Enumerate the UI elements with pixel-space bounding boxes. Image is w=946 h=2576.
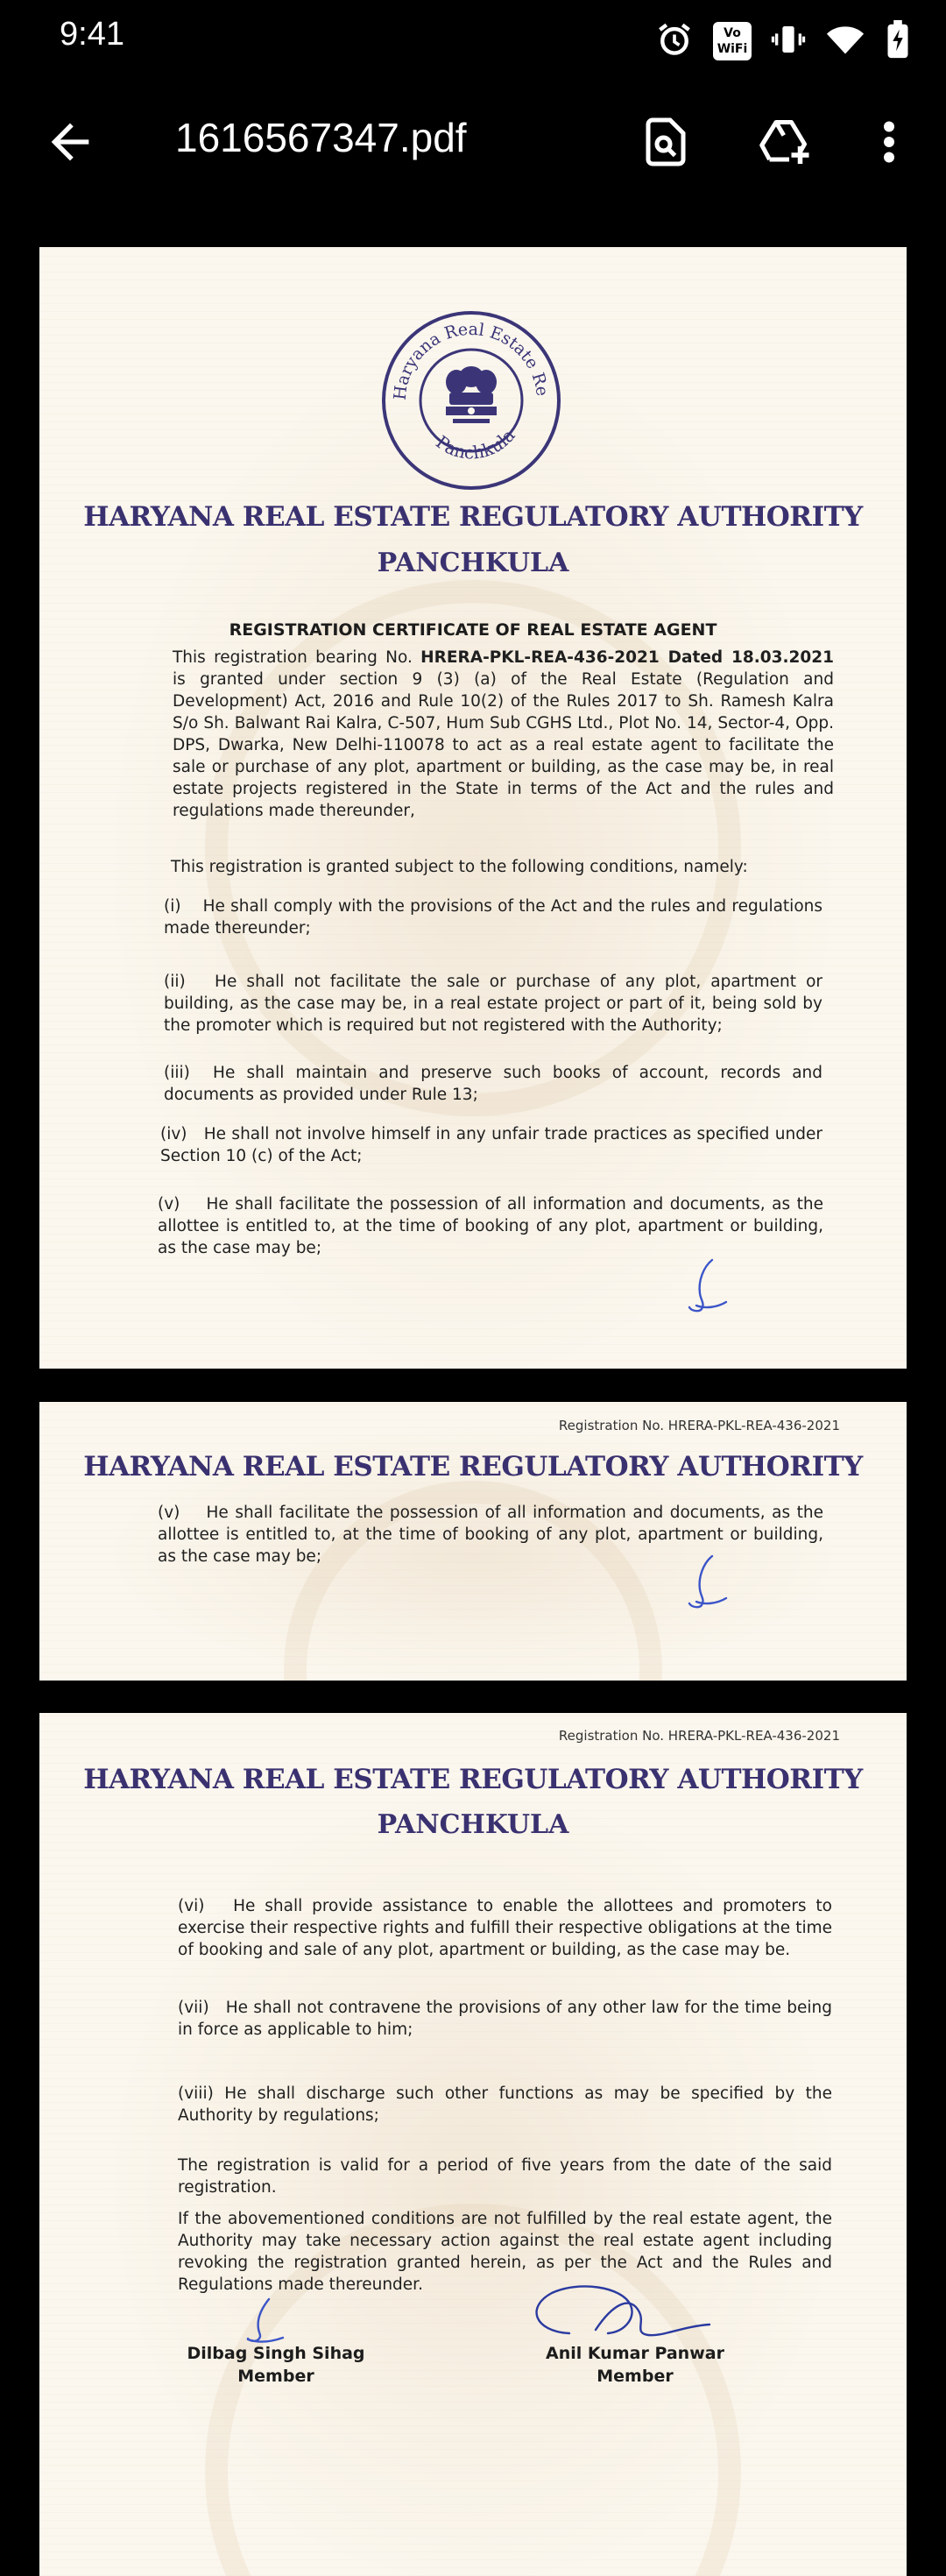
authority-title: HARYANA REAL ESTATE REGULATORY AUTHORITY bbox=[83, 501, 863, 533]
signatory-2-name: Anil Kumar Panwar bbox=[546, 2344, 724, 2363]
registration-number-header: Registration No. HRERA-PKL-REA-436-2021 bbox=[558, 1418, 840, 1433]
file-title: 1616567347.pdf bbox=[175, 115, 467, 160]
condition-v: (v) He shall facilitate the possession of all information and documents, as the allottee is entitled to, at the time of booking of any plot, apartment or building, as the case may be; bbox=[158, 1195, 823, 1257]
intro-text-rest: is granted under section 9 (3) (a) of the Real Estate (Regulation and Development) Act, 2016 and Rule 10(2) of the Rules 2017 to Sh. Ramesh Kalra S/o Sh. Balwant Rai Kalra, C-507, Hum Sub CGHS Ltd., Plot No. 14, Sector-4, Opp. DPS, Dwarka, New Delhi-110078 to act as a real estate agent to facilitate the sale or purchase of any plot, apartment or building, as the case may be, in real estate projects registered in the State in terms of the Act and the rules and regulations made thereunder, bbox=[173, 670, 834, 820]
conditions-intro: This registration is granted subject to the following conditions, namely: bbox=[171, 858, 748, 876]
battery-charging-icon bbox=[885, 19, 911, 63]
signatory-2 bbox=[530, 2342, 740, 2388]
status-icons bbox=[655, 19, 911, 63]
seal-bottom-text: Panchkula bbox=[432, 424, 519, 464]
app-bar bbox=[0, 96, 946, 184]
registration-number-header: Registration No. HRERA-PKL-REA-436-2021 bbox=[558, 1728, 840, 1744]
vowifi-label: Vo WiFi bbox=[717, 26, 748, 56]
status-time: 9:41 bbox=[60, 16, 124, 53]
authority-location: PANCHKULA bbox=[377, 548, 569, 578]
vibrate-icon bbox=[771, 20, 806, 62]
signatory-1-name: Dilbag Singh Sihag bbox=[187, 2344, 365, 2363]
more-vert-icon bbox=[867, 116, 911, 168]
signatory-1-role: Member bbox=[237, 2367, 314, 2386]
condition-vi: (vi) He shall provide assistance to enable the allottees and promoters to exercise their respective rights and fulfill their respective obligations at the time of booking and sale of any plot, apartment or building, as the case may be. bbox=[178, 1897, 832, 1959]
condition-i: (i) He shall comply with the provisions of the Act and the rules and regulations made thereunder; bbox=[164, 897, 822, 938]
hrera-emblem-seal bbox=[379, 308, 563, 492]
condition-ii: (ii) He shall not facilitate the sale or purchase of any plot, apartment or building, as the case may be, in a real estate project or part of it, being sold by the promoter which is required but not registered with the Authority; bbox=[164, 973, 822, 1035]
registration-number-date: HRERA-PKL-REA-436-2021 Dated 18.03.2021 bbox=[420, 648, 834, 667]
validity-statement: The registration is valid for a period of five years from the date of the said registration. bbox=[178, 2156, 832, 2197]
intro-text-start: This registration bearing No. bbox=[173, 648, 421, 667]
condition-vii: (vii) He shall not contravene the provisions of any other law for the time being in force as applicable to him; bbox=[178, 1999, 832, 2039]
wifi-icon bbox=[825, 20, 865, 62]
find-in-file-button[interactable] bbox=[639, 116, 692, 168]
back-button[interactable] bbox=[42, 114, 98, 170]
initial-signature bbox=[679, 1255, 731, 1320]
vowifi-icon bbox=[713, 22, 752, 60]
add-to-drive-button[interactable] bbox=[759, 116, 811, 168]
signatory-1 bbox=[171, 2342, 381, 2388]
condition-iii: (iii) He shall maintain and preserve such books of account, records and documents as provided under Rule 13; bbox=[164, 1064, 822, 1104]
add-to-drive-icon bbox=[759, 116, 811, 168]
initial-signature bbox=[679, 1551, 731, 1616]
authority-location: PANCHKULA bbox=[377, 1809, 569, 1840]
consequence-statement: If the abovementioned conditions are not fulfilled by the real estate agent, the Authority may take necessary action against the real estate agent including revoking the registration granted herein, as per the Act and the Rules and Regulations made thereunder. bbox=[178, 2210, 832, 2294]
authority-title: HARYANA REAL ESTATE REGULATORY AUTHORITY bbox=[83, 1451, 863, 1483]
svg-text:Panchkula bbox=[432, 425, 519, 464]
pdf-page-1 bbox=[39, 247, 907, 1369]
pdf-page-2 bbox=[39, 1402, 907, 1681]
signatory-2-role: Member bbox=[597, 2367, 674, 2386]
pdf-page-3 bbox=[39, 1713, 907, 2576]
certificate-heading: REGISTRATION CERTIFICATE OF REAL ESTATE AGENT bbox=[229, 620, 717, 640]
seal-arc-text: Haryana Real Estate Re bbox=[390, 319, 552, 401]
condition-iv: (iv) He shall not involve himself in any unfair trade practices as specified under Section 10 (c) of the Act; bbox=[160, 1125, 822, 1165]
back-arrow-icon bbox=[42, 114, 98, 170]
registration-intro-paragraph bbox=[173, 647, 834, 822]
condition-viii: (viii) He shall discharge such other functions as may be specified by the Authority by regulations; bbox=[178, 2084, 832, 2125]
find-in-file-icon bbox=[639, 116, 692, 168]
condition-v: (v) He shall facilitate the possession of all information and documents, as the allottee is entitled to, at the time of booking of any plot, apartment or building, as the case may be; bbox=[158, 1504, 823, 1566]
alarm-icon bbox=[655, 20, 694, 62]
status-bar bbox=[0, 0, 946, 79]
authority-title: HARYANA REAL ESTATE REGULATORY AUTHORITY bbox=[83, 1764, 863, 1795]
more-options-button[interactable] bbox=[867, 116, 911, 168]
